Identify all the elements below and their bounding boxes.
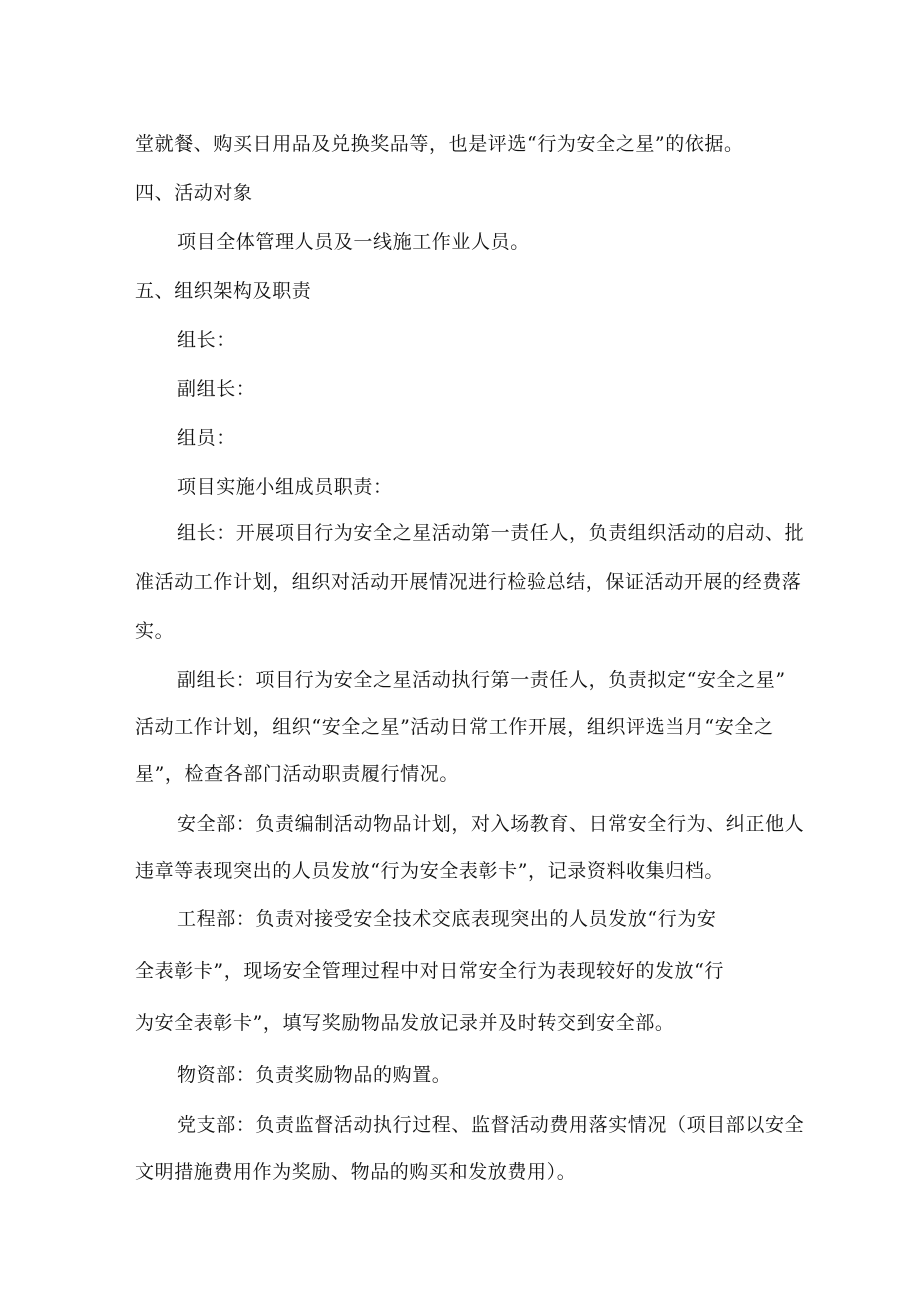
text-line: 违章等表现突出的人员发放“行为安全表彰卡”，记录资料收集归档。 (135, 860, 725, 882)
text-line: 准活动工作计划，组织对活动开展情况进行检验总结，保证活动开展的经费落 (135, 571, 802, 593)
section-heading: 四、活动对象 (135, 182, 253, 204)
text-line: 堂就餐、购买日用品及兑换奖品等，也是评选“行为安全之星”的依据。 (135, 133, 744, 155)
text-line: 实。 (135, 620, 175, 642)
text-line: 为安全表彰卡”，填写奖励物品发放记录并及时转交到安全部。 (135, 1012, 675, 1034)
text-line: 项目全体管理人员及一线施工作业人员。 (177, 231, 530, 253)
text-line: 党支部：负责监督活动执行过程、监督活动费用落实情况（项目部以安全 (177, 1114, 805, 1136)
text-line: 安全部：负责编制活动物品计划，对入场教育、日常安全行为、纠正他人 (177, 813, 805, 835)
text-line: 全表彰卡”，现场安全管理过程中对日常安全行为表现较好的发放“行 (135, 960, 725, 982)
text-line: 组长：开展项目行为安全之星活动第一责任人，负责组织活动的启动、批 (177, 522, 805, 544)
text-line: 物资部：负责奖励物品的购置。 (177, 1064, 452, 1086)
text-line: 组长： (177, 329, 236, 351)
text-line: 星”，检查各部门活动职责履行情况。 (135, 763, 459, 785)
text-line: 副组长：项目行为安全之星活动执行第一责任人，负责拟定“安全之星” (177, 669, 786, 691)
text-line: 组员： (177, 427, 236, 449)
text-line: 项目实施小组成员职责： (177, 476, 393, 498)
text-line: 副组长： (177, 378, 256, 400)
text-line: 工程部：负责对接受安全技术交底表现突出的人员发放“行为安 (177, 908, 717, 930)
text-line: 活动工作计划，组织“安全之星”活动日常工作开展，组织评选当月“安全之 (135, 716, 774, 738)
text-line: 文明措施费用作为奖励、物品的购买和发放费用）。 (135, 1161, 577, 1183)
section-heading: 五、组织架构及职责 (135, 280, 312, 302)
